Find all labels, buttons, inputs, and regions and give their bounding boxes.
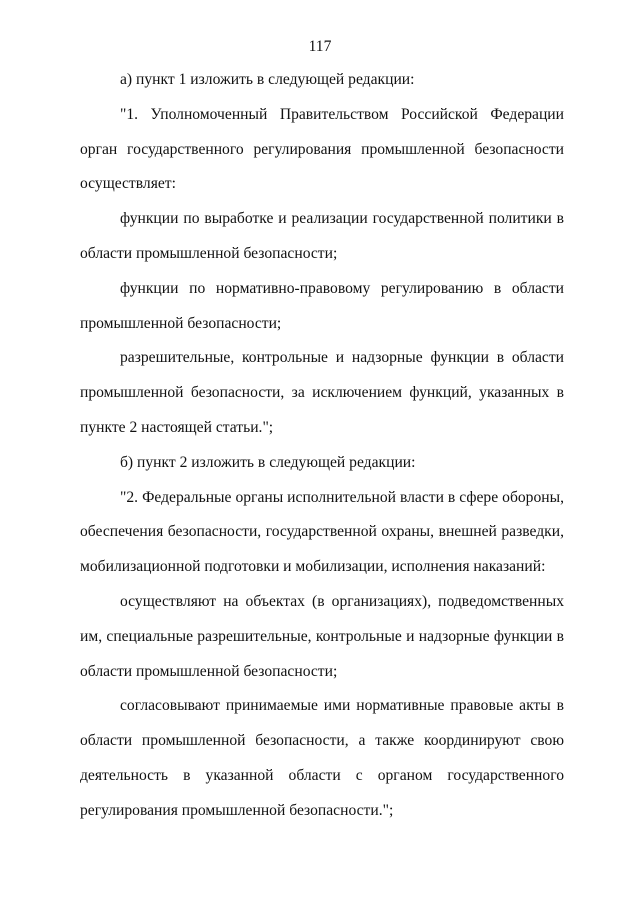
paragraph-point-2-intro: "2. Федеральные органы исполнительной власти в сфере обороны, обеспечения безопасности, государственной охраны, внешней разведки, мобилизационной подготовки и мобилизации, исполнения наказаний: bbox=[80, 488, 564, 576]
paragraph-item-a: а) пункт 1 изложить в следующей редакции: bbox=[120, 71, 415, 88]
paragraph-item-b: б) пункт 2 изложить в следующей редакции: bbox=[120, 453, 416, 471]
page-number: 117 bbox=[308, 38, 332, 55]
paragraph-coordination: согласовывают принимаемые ими нормативные правовые акты в области промышленной безопасности, а также координируют свою деятельность в указанной области с органом государственного регулирования промышленной безопасности."; bbox=[80, 697, 564, 819]
paragraph-special-functions: осуществляют на объектах (в организациях), подведомственных им, специальные разрешительные, контрольные и надзорные функции в области промышленной безопасности; bbox=[80, 592, 564, 680]
paragraph-function-supervision: разрешительные, контрольные и надзорные функции в области промышленной безопасности, за исключением функций, указанных в пункте 2 настоящей статьи."; bbox=[80, 349, 564, 436]
paragraph-point-1-intro: "1. Уполномоченный Правительством Российской Федерации орган государственного регулирования промышленной безопасности осуществляет: bbox=[80, 105, 564, 193]
paragraph-function-policy: функции по выработке и реализации государственной политики в области промышленной безопасности; bbox=[80, 210, 564, 262]
document-body bbox=[80, 63, 564, 829]
paragraph-function-regulation: функции по нормативно-правовому регулированию в области промышленной безопасности; bbox=[80, 279, 564, 332]
